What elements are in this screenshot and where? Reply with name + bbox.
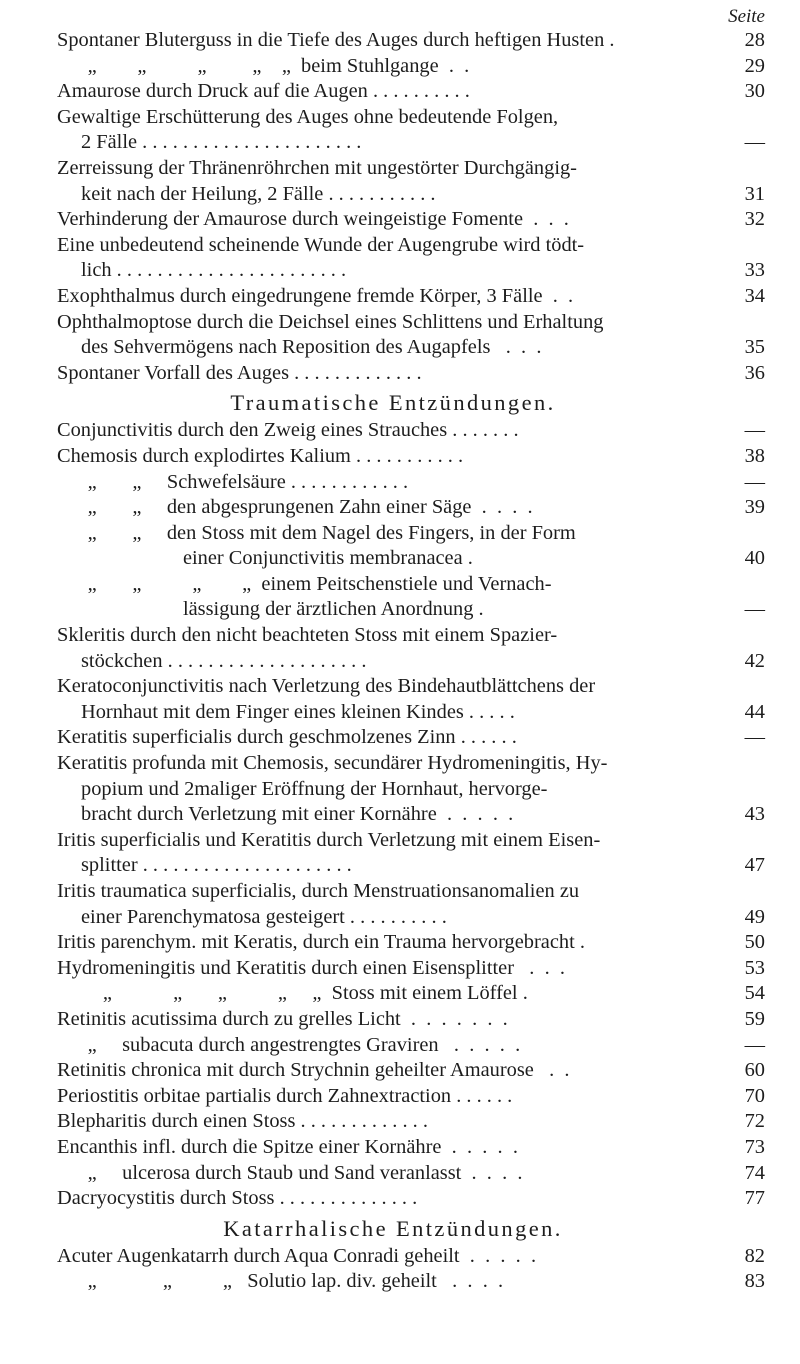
toc-entry-text [57,105,729,156]
toc-page-number: 54 [744,982,765,1005]
toc-page-number: 33 [744,259,765,282]
toc-page-number: — [744,598,765,621]
toc-entry-continuation-line: lich . . . . . . . . . . . . . . . . . . . . . . . [81,259,347,282]
toc-entry-text [57,79,729,105]
toc-page-number: — [744,131,765,154]
toc-entry [57,751,765,828]
toc-entry-line: Gewaltige Erschütterung des Auges ohne bedeutende Folgen, [57,105,559,128]
toc-page-number: 70 [744,1084,765,1107]
toc-entry-continuation-line: splitter . . . . . . . . . . . . . . . . . . . . . [81,854,352,877]
toc-page-number: — [744,726,765,749]
toc-entry [57,956,765,982]
toc-page-number: 60 [744,1059,765,1082]
toc-page-number: 39 [744,496,765,519]
toc-page-number: 50 [744,931,765,954]
toc-entry [57,79,765,105]
toc-page-number: — [744,1033,765,1056]
toc-entry [57,1269,765,1295]
toc-entry-line: Periostitis orbitae partialis durch Zahnextraction . . . . . . [57,1084,513,1107]
toc-entry [57,1186,765,1212]
toc-entry-text [57,207,729,233]
toc-entry [57,1033,765,1059]
toc-entry [57,930,765,956]
toc-entry-continuation-line: des Sehvermögens nach Reposition des Augapfels . . . [81,336,542,359]
toc-entry-line: „ „ „ „ einem Peitschenstiele und Vernach- [57,572,552,595]
toc-entry-text [57,521,729,572]
toc-entry-text [57,28,729,54]
toc-entry [57,1058,765,1084]
toc-page-number: 53 [744,956,765,979]
toc-entry-line: Conjunctivitis durch den Zweig eines Strauches . . . . . . . [57,419,519,442]
toc-page-number: — [744,419,765,442]
toc-page-number: 28 [744,29,765,51]
toc-entry [57,233,765,284]
toc-page-number: 47 [744,854,765,877]
toc-entry [57,444,765,470]
toc-entry-line: „ ulcerosa durch Staub und Sand veranlasst . . . . [57,1161,523,1184]
toc-entry-continuation-line: bracht durch Verletzung mit einer Kornähre . . . . . [81,803,514,826]
toc-entry-text [57,233,729,284]
toc-entry-text [57,361,729,387]
toc-entry-text [57,54,729,80]
toc-entry-line: Keratitis superficialis durch geschmolzenes Zinn . . . . . . [57,726,517,749]
toc-entry-continuation-line: einer Conjunctivitis membranacea . [81,547,473,570]
toc-entry [57,1109,765,1135]
toc-entry-continuation-line: Hornhaut mit dem Finger eines kleinen Kindes . . . . . [81,700,515,723]
toc-entry [57,623,765,674]
document-page [57,6,765,1295]
toc-page-number: 42 [744,649,765,672]
toc-entry-line: Iritis traumatica superficialis, durch Menstruationsanomalien zu [57,880,580,902]
toc-entry-continuation-line: popium und 2maliger Eröffnung der Hornhaut, hervorge- [81,777,548,800]
toc-page-number: 44 [744,700,765,723]
toc-entry-line: Retinitis acutissima durch zu grelles Licht . . . . . . . [57,1007,508,1030]
toc-entry [57,470,765,496]
toc-entry [57,156,765,207]
toc-page-number: 30 [744,80,765,103]
toc-entry-line: Retinitis chronica mit durch Strychnin geheilter Amaurose . . [57,1059,570,1082]
toc-entry-line: Chemosis durch explodirtes Kalium . . . . . . . . . . . [57,444,464,467]
toc-entry-line: Spontaner Vorfall des Auges . . . . . . . . . . . . . [57,361,422,384]
toc-entry-text [57,310,729,361]
toc-entry [57,981,765,1007]
toc-entry [57,495,765,521]
toc-entry-text [57,470,729,496]
toc-entry-text [57,930,729,956]
toc-entry [57,879,765,930]
toc-entry [57,1244,765,1270]
toc-entry [57,572,765,623]
toc-entry [57,284,765,310]
toc-page-number: 73 [744,1135,765,1158]
toc-entry-text [57,828,729,879]
toc-entry-line: Encanthis infl. durch die Spitze einer Kornähre . . . . . [57,1135,518,1158]
toc-entry-line: Hydromeningitis und Keratitis durch einen Eisensplitter . . . [57,956,565,979]
toc-entry-text [57,879,729,930]
toc-entry-line: Amaurose durch Druck auf die Augen . . . . . . . . . . [57,80,470,103]
toc-entry-line: Iritis parenchym. mit Keratis, durch ein Trauma hervorgebracht . [57,931,585,954]
toc-entry-line: „ „ den abgesprungenen Zahn einer Säge . . . . [57,496,533,519]
toc-entry-text [57,1109,729,1135]
toc-page-number: 43 [744,803,765,826]
toc-page-number: 38 [744,444,765,467]
table-of-contents [57,28,765,1295]
toc-entry-line: „ „ Schwefelsäure . . . . . . . . . . . . [57,470,409,493]
toc-entry-text [57,156,729,207]
toc-entry-line: Ophthalmoptose durch die Deichsel eines Schlittens und Erhaltung [57,310,604,333]
toc-entry-line: Acuter Augenkatarrh durch Aqua Conradi geheilt . . . . . [57,1244,537,1267]
toc-page-number: 49 [744,905,765,928]
toc-page-number: 31 [744,182,765,205]
toc-entry-text [57,1244,729,1270]
toc-entry-text [57,956,729,982]
toc-page-number: 74 [744,1161,765,1184]
toc-entry-text [57,1269,729,1295]
toc-entry-text [57,284,729,310]
toc-entry-text [57,572,729,623]
toc-page-number: 82 [744,1244,765,1267]
toc-entry-line: „ „ „ Solutio lap. div. geheilt . . . . [57,1270,504,1293]
toc-entry [57,28,765,54]
toc-page-number: 83 [744,1270,765,1293]
toc-entry-line: Spontaner Bluterguss in die Tiefe des Auges durch heftigen Husten . [57,29,615,51]
toc-entry [57,828,765,879]
toc-entry-line: Exophthalmus durch eingedrungene fremde Körper, 3 Fälle . . [57,284,574,307]
toc-entry [57,361,765,387]
toc-entry [57,310,765,361]
section-heading: Katarrhalische Entzündungen. [223,1215,563,1241]
toc-entry-text [57,1084,729,1110]
toc-entry-continuation-line: einer Parenchymatosa gesteigert . . . . . . . . . . [81,905,447,928]
toc-entry-line: Skleritis durch den nicht beachteten Stoss mit einem Spazier- [57,624,558,647]
toc-page-number: 34 [744,284,765,307]
toc-entry-line: Iritis superficialis und Keratitis durch Verletzung mit einem Eisen- [57,828,601,851]
toc-entry [57,725,765,751]
toc-entry [57,521,765,572]
toc-entry-continuation-line: stöckchen . . . . . . . . . . . . . . . . . . . . [81,649,367,672]
toc-page-number: 59 [744,1007,765,1030]
toc-entry-text [57,444,729,470]
section-heading: Traumatische Entzündungen. [230,390,556,416]
toc-entry-text [57,495,729,521]
toc-page-number: 32 [744,208,765,231]
toc-entry-line: Blepharitis durch einen Stoss . . . . . . . . . . . . . [57,1110,428,1133]
toc-entry-continuation-line: keit nach der Heilung, 2 Fälle . . . . . . . . . . . [81,182,436,205]
page-column-header: Seite [728,6,765,27]
toc-entry-line: Zerreissung der Thränenröhrchen mit ungestörter Durchgängig- [57,156,577,179]
toc-entry-line: „ subacuta durch angestrengtes Graviren . . . . . [57,1033,521,1056]
toc-entry-line: Verhinderung der Amaurose durch weingeistige Fomente . . . [57,208,569,231]
toc-entry [57,54,765,80]
toc-entry-text [57,1135,729,1161]
toc-entry-text [57,1186,729,1212]
toc-entry [57,1161,765,1187]
toc-entry-line: „ „ „ „ „ Stoss mit einem Löffel . [57,982,528,1005]
toc-entry-text [57,1058,729,1084]
toc-page-number: 29 [744,54,765,77]
toc-entry [57,1084,765,1110]
toc-page-number: 36 [744,361,765,384]
toc-page-number: 40 [744,547,765,570]
toc-entry-continuation-line: 2 Fälle . . . . . . . . . . . . . . . . . . . . . . [81,131,362,154]
toc-entry [57,105,765,156]
toc-entry-line: „ „ „ „ „ beim Stuhlgange . . [57,54,470,77]
toc-entry-text [57,981,729,1007]
toc-entry-line: Eine unbedeutend scheinende Wunde der Augengrube wird tödt- [57,233,585,256]
toc-entry [57,418,765,444]
toc-entry-continuation-line: lässigung der ärztlichen Anordnung . [81,598,484,621]
toc-entry-text [57,674,729,725]
toc-page-number: 72 [744,1110,765,1133]
toc-page-number: 77 [744,1187,765,1210]
toc-entry-line: Keratitis profunda mit Chemosis, secundärer Hydromeningitis, Hy- [57,752,608,775]
toc-entry-text [57,1033,729,1059]
toc-entry [57,1135,765,1161]
toc-entry-text [57,725,729,751]
toc-entry-text [57,623,729,674]
toc-entry-text [57,418,729,444]
toc-entry-line: Keratoconjunctivitis nach Verletzung des Bindehautblättchens der [57,675,596,698]
toc-entry-text [57,751,729,828]
toc-entry [57,1007,765,1033]
toc-entry [57,207,765,233]
toc-entry [57,674,765,725]
toc-entry-text [57,1007,729,1033]
toc-entry-line: Dacryocystitis durch Stoss . . . . . . . . . . . . . . [57,1187,418,1210]
toc-page-number: — [744,470,765,493]
toc-entry-line: „ „ den Stoss mit dem Nagel des Fingers, in der Form [57,521,576,544]
toc-entry-text [57,1161,729,1187]
toc-page-number: 35 [744,336,765,359]
